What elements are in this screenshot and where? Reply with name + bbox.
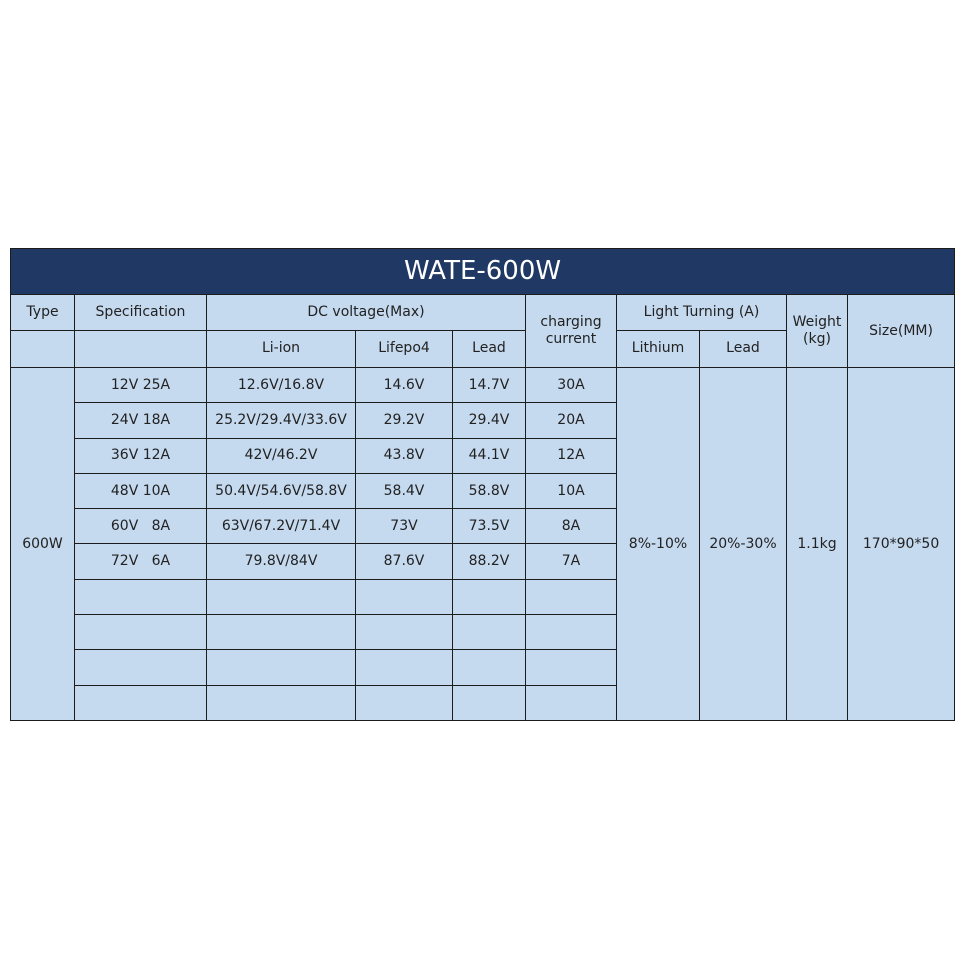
cell-li-ion: 12.6V/16.8V [207, 368, 356, 403]
cell-lead: 14.7V [453, 368, 526, 403]
header-light-lead: Lead [700, 330, 787, 367]
header-lithium: Lithium [617, 330, 700, 367]
light-lead-cell: 20%-30% [700, 368, 787, 721]
header-spec-blank [75, 330, 207, 367]
cell-lead [453, 615, 526, 650]
cell-current [526, 615, 617, 650]
cell-spec [75, 615, 207, 650]
light-lithium-cell: 8%-10% [617, 368, 700, 721]
cell-lead: 88.2V [453, 544, 526, 579]
cell-current: 30A [526, 368, 617, 403]
cell-current [526, 579, 617, 614]
header-dc-voltage: DC voltage(Max) [207, 295, 526, 330]
cell-current: 10A [526, 473, 617, 508]
cell-spec [75, 685, 207, 720]
cell-current [526, 650, 617, 685]
type-cell: 600W [11, 368, 75, 721]
cell-lifepo4 [356, 650, 453, 685]
cell-lifepo4 [356, 579, 453, 614]
cell-lead [453, 650, 526, 685]
spec-table [10, 248, 955, 721]
cell-lifepo4: 29.2V [356, 403, 453, 438]
cell-lifepo4: 14.6V [356, 368, 453, 403]
cell-lead [453, 685, 526, 720]
cell-spec [75, 579, 207, 614]
weight-cell: 1.1kg [787, 368, 848, 721]
header-light-turning: Light Turning (A) [617, 295, 787, 330]
table-body [11, 368, 955, 721]
header-li-ion: Li-ion [207, 330, 356, 367]
cell-li-ion [207, 579, 356, 614]
cell-spec: 48V 10A [75, 473, 207, 508]
cell-spec: 72V 6A [75, 544, 207, 579]
cell-lifepo4 [356, 685, 453, 720]
header-specification: Specification [75, 295, 207, 330]
cell-li-ion: 50.4V/54.6V/58.8V [207, 473, 356, 508]
cell-lead [453, 579, 526, 614]
cell-lifepo4: 58.4V [356, 473, 453, 508]
cell-spec [75, 650, 207, 685]
header-charging-current: charging current [526, 295, 617, 368]
table-row [11, 368, 955, 403]
cell-li-ion: 42V/46.2V [207, 438, 356, 473]
cell-current: 7A [526, 544, 617, 579]
cell-lead: 58.8V [453, 473, 526, 508]
cell-li-ion: 79.8V/84V [207, 544, 356, 579]
cell-lifepo4: 87.6V [356, 544, 453, 579]
size-cell: 170*90*50 [848, 368, 955, 721]
cell-li-ion: 25.2V/29.4V/33.6V [207, 403, 356, 438]
cell-current: 8A [526, 509, 617, 544]
cell-lifepo4: 73V [356, 509, 453, 544]
table-title: WATE-600W [11, 249, 955, 295]
cell-spec: 24V 18A [75, 403, 207, 438]
cell-current: 12A [526, 438, 617, 473]
header-lead: Lead [453, 330, 526, 367]
header-weight: Weight (kg) [787, 295, 848, 368]
cell-lead: 73.5V [453, 509, 526, 544]
cell-li-ion: 63V/67.2V/71.4V [207, 509, 356, 544]
cell-li-ion [207, 650, 356, 685]
cell-lead: 29.4V [453, 403, 526, 438]
cell-current [526, 685, 617, 720]
cell-li-ion [207, 615, 356, 650]
header-size: Size(MM) [848, 295, 955, 368]
cell-spec: 36V 12A [75, 438, 207, 473]
header-type: Type [11, 295, 75, 330]
cell-lifepo4 [356, 615, 453, 650]
cell-spec: 60V 8A [75, 509, 207, 544]
cell-lifepo4: 43.8V [356, 438, 453, 473]
header-type-blank [11, 330, 75, 367]
cell-li-ion [207, 685, 356, 720]
cell-spec: 12V 25A [75, 368, 207, 403]
header-lifepo4: Lifepo4 [356, 330, 453, 367]
cell-current: 20A [526, 403, 617, 438]
cell-lead: 44.1V [453, 438, 526, 473]
